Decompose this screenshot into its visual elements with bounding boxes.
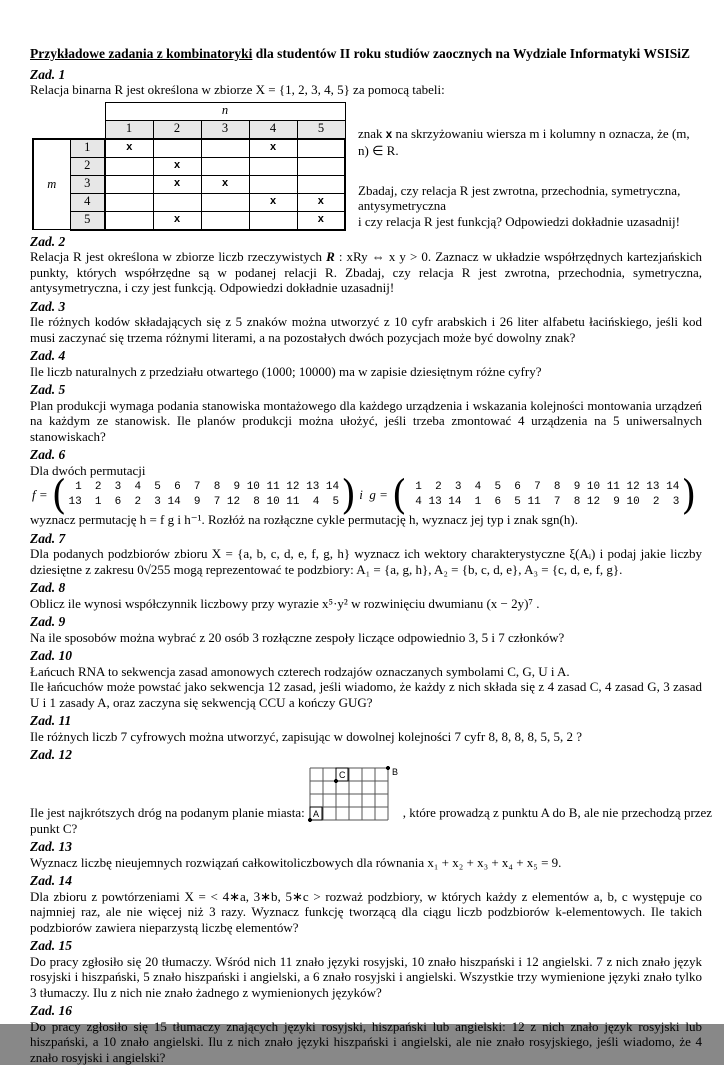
task-1-side-text [358,102,702,231]
g-bottom-row: 4 13 14 1 6 5 11 7 8 12 9 10 2 3 [408,496,680,509]
relation-cell: x [153,157,201,175]
point-a-dot [308,818,312,822]
task-10-line2: Ile łańcuchów może powstać jako sekwencja 12 zasad, jeśli wiadomo, że każdy z nich składa się z 4 zasad C, 4 zasad G, 3 zasad U i 1 zasady A, oraz zaczyna się sekwencją CCU a kończy GUG? [30,679,702,710]
point-a-label: A [312,808,319,819]
task-12-post: , które prowadzą z punktu A do B, ale nie przechodzą przez [402,805,713,821]
relation-cell: x [153,211,201,230]
f-label: f = [32,487,48,503]
table-spacer [33,120,70,139]
title-underlined-part: Przykładowe zadania z kombinatoryki [30,46,253,61]
reals-symbol: R [326,249,335,264]
relation-cell: x [249,193,297,211]
row-header: 4 [70,193,105,211]
relation-cell [153,193,201,211]
row-header: 5 [70,211,105,230]
task-12-post2: punkt C? [30,820,78,836]
task-12-pre: Ile jest najkrótszych dróg na podanym planie miasta: [30,805,305,821]
open-paren: ( [391,471,407,519]
task-1-heading: Zad. 1 [30,66,66,82]
task-4-heading: Zad. 4 [30,348,66,363]
title-rest-part: dla studentów II roku studiów zaocznych na Wydziale Informatyki WSISiZ [252,46,690,61]
relation-cell [297,157,345,175]
col-header: 3 [201,120,249,139]
row-header: 3 [70,175,105,193]
relation-cell [201,157,249,175]
permutation-g-matrix [407,480,682,510]
task-6-intro: Dla dwóch permutacji [30,462,146,478]
relation-cell [105,157,153,175]
task-7-text: Dla podanych podzbiorów zbioru X = {a, b, c, d, e, f, g, h} wyznacz ich wektory charakterystyczne ξ(Aᵢ) i podaj jakie liczby dziesiętne z zakresu 0√255 mogą reprezentować te podzbiory: A₁ = {a, g, h}, A₂ = {b, c, d, e}, A₃ = {c, d, e, f, g}. [30,546,702,577]
task-15-heading: Zad. 15 [30,938,72,954]
task-3-text: Ile różnych kodów składających się z 5 znaków można utworzyć z 10 cyfr arabskich i 26 liter alfabetu łacińskiego, jeśli kod musi zaczynać się trzema różnymi literami, a na pozostałych dwóch pozycjach może być dowolny znak? [30,314,702,345]
note-post: na skrzyżowaniu wiersza m i kolumny n oznacza, że (m, n) ∈ R. [358,125,690,158]
task-16-heading: Zad. 16 [30,1003,72,1019]
task-5-text: Plan produkcji wymaga podania stanowiska montażowego dla każdego urządzenia i wskazania kolejności montowania urządzeń na każdym ze stanowisk. Ile planów produkcji można ułożyć, jeśli trzeba zmontować 4 urządzenia na 5 uniwersalnych stanowiskach? [30,397,702,444]
col-header: 1 [105,120,153,139]
relation-cell: x [201,175,249,193]
relation-cell: x [105,139,153,158]
task-5-heading: Zad. 5 [30,382,66,397]
task-8-heading: Zad. 8 [30,580,66,596]
question-line-1: Zbadaj, czy relacja R jest zwrotna, przechodnia, symetryczna, antysymetryczna [358,182,681,213]
task-13-heading: Zad. 13 [30,839,72,855]
task-12-diagram-row [30,765,713,821]
relation-cell: x [153,175,201,193]
note-pre: znak [358,125,386,141]
point-c-dot [334,779,338,783]
relation-cell [201,139,249,158]
task-2-pre: Relacja R jest określona w zbiorze liczb rzeczywistych [30,249,327,264]
relation-cell: x [297,211,345,230]
task-11-text: Ile różnych liczb 7 cyfrowych można utworzyć, zapisując w dowolnej kolejności 7 cyfr 8, 8, 8, 8, 5, 5, 2 ? [30,728,582,744]
point-b-dot [386,766,390,770]
close-paren: ) [341,471,356,519]
table-spacer [70,102,105,120]
task-11-heading: Zad. 11 [30,713,72,729]
task-6-outro: wyznacz permutację h = f g i h⁻¹. Rozłóż na rozłączne cykle permutację h, wyznacz jej typ i znak sgn(h). [30,512,578,528]
task-14-heading: Zad. 14 [30,873,72,889]
g-label: i g = [355,487,388,503]
relation-cell [249,175,297,193]
col-header: 4 [249,120,297,139]
relation-cell [201,193,249,211]
task-1-note [358,126,702,159]
g-top-row: 1 2 3 4 5 6 7 8 9 10 11 12 13 14 [408,481,680,494]
relation-cell [249,211,297,230]
point-b-label: B [391,766,398,777]
table-spacer [33,102,70,120]
question-line-2: i czy relacja R jest funkcją? Odpowiedzi dokładnie uzasadnij! [358,213,680,229]
relation-cell [297,175,345,193]
task-12-heading: Zad. 12 [30,747,72,763]
relation-cell [105,175,153,193]
task-2-text [30,249,702,296]
row-header: 2 [70,157,105,175]
col-axis-label: n [105,102,345,120]
close-paren: ) [681,471,697,519]
task-9-heading: Zad. 9 [30,614,66,630]
relation-cell: x [297,193,345,211]
open-paren: ( [51,471,67,519]
row-header: 1 [70,139,105,158]
task-1-intro: Relacja binarna R jest określona w zbiorze X = {1, 2, 3, 4, 5} za pomocą tabeli: [30,82,445,97]
point-c-label: C [338,769,346,780]
row-axis-label: m [33,139,70,230]
task-4-text: Ile liczb naturalnych z przedziału otwartego (1000; 10000) ma w zapisie dziesiętnym różne cyfry? [30,363,542,379]
relation-cell [201,211,249,230]
table-spacer [70,120,105,139]
document-title [30,46,702,62]
task-10-heading: Zad. 10 [30,648,72,664]
permutation-f-matrix [66,480,341,510]
relation-cell [153,139,201,158]
relation-cell [297,139,345,158]
task-10-line1: Łańcuch RNA to sekwencja zasad amonowych czterech rodzajów oznaczanych symbolami C, G, U i A. [30,663,570,679]
task-14-text: Dla zbioru z powtórzeniami X = < 4∗a, 3∗b, 5∗c > rozważ podzbiory, w których każdy z elementów a, b, c występuje co najmniej raz, ale nie więcej niż 3 razy. Wyznacz funkcję tworzącą dla ciągu liczb podzbiorów k-elementowych. Ile takich podzbiorów zawiera nieparzystą liczbę elementów? [30,888,702,935]
f-bottom-row: 13 1 6 2 3 14 9 7 12 8 10 11 4 5 [68,496,340,509]
f-top-row: 1 2 3 4 5 6 7 8 9 10 11 12 13 14 [68,481,340,494]
task-7-heading: Zad. 7 [30,530,66,546]
col-header: 2 [153,120,201,139]
task-9-text: Na ile sposobów można wybrać z 20 osób 3 rozłączne zespoły liczące odpowiednio 3, 5 i 7 członków? [30,629,565,645]
task-3-heading: Zad. 3 [30,298,66,314]
task-13-text: Wyznacz liczbę nieujemnych rozwiązań całkowitoliczbowych dla równania x₁ + x₂ + x₃ + x₄ + x₅ = 9. [30,854,562,870]
task-2-heading: Zad. 2 [30,233,66,249]
task-1-question [358,183,702,230]
relation-cell [249,157,297,175]
note-mark: x [385,128,393,141]
permutation-formulas [32,471,702,519]
task-8-text: Oblicz ile wynosi współczynnik liczbowy przy wyrazie x⁵·y² w rozwinięciu dwumianu (x − 2y)⁷ . [30,595,540,611]
task-15-text: Do pracy zgłosiło się 20 tłumaczy. Wśród nich 11 znało języki rosyjski, 10 znało hiszpański i 12 angielski. 7 z nich znało język rosyjski i hiszpański, 5 znało hiszpański i angielski, a 6 znało rosyjski i angielski. Wszystkie trzy wymienione języki znało tylko 3 tłumaczy. Ilu z nich nie znało żadnego z wymienionych języków? [30,953,702,1000]
task-16-text: Do pracy zgłosiło się 15 tłumaczy znających języki rosyjski, hiszpański lub angielski: 12 z nich znało język rosyjski lub hiszpański, a 10 znało angielski. Ilu z nich znało języki hiszpański i angielski, ale nie znało rosyjskiego, jeśli wiadomo, że 4 znało rosyjski i angielski? [30,1018,702,1065]
task-6-heading: Zad. 6 [30,447,66,462]
relation-table [32,102,346,231]
task-1-table-block [32,102,702,231]
city-grid-diagram [308,765,400,823]
task-2-post: : xRy ⇔ x y > 0. Zaznacz w układzie współrzędnych kartezjańskich punkty, których współrzędne są w podanej relacji R. Zbadaj, czy relacja R jest zwrotna, przechodnia, symetryczna, antysymetryczna, i czy jest funkcją. Odpowiedzi dokładnie uzasadnij! [30,249,702,295]
relation-cell [105,193,153,211]
relation-cell: x [249,139,297,158]
col-header: 5 [297,120,345,139]
relation-cell [105,211,153,230]
